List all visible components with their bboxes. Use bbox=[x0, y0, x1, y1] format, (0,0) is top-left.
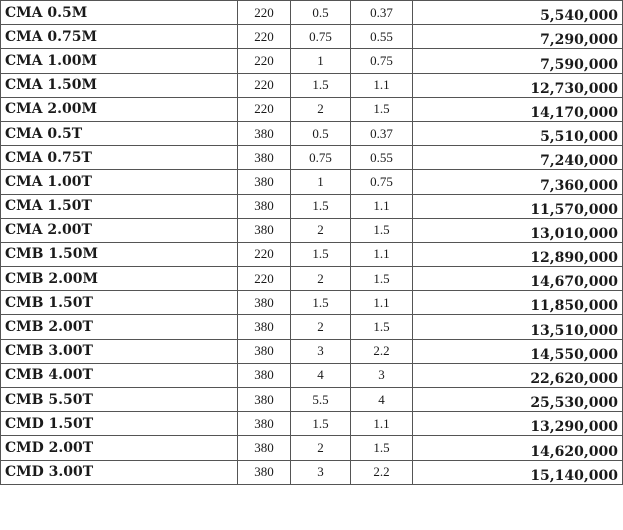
voltage-cell: 380 bbox=[238, 194, 291, 218]
hp-cell: 1.5 bbox=[291, 291, 351, 315]
price-cell: 14,550,000 bbox=[413, 339, 623, 363]
table-row bbox=[1, 267, 623, 291]
kw-cell: 1.5 bbox=[351, 218, 413, 242]
voltage-cell: 380 bbox=[238, 388, 291, 412]
price-cell: 11,570,000 bbox=[413, 194, 623, 218]
model-cell: CMB 2.00M bbox=[1, 267, 238, 291]
price-cell: 15,140,000 bbox=[413, 460, 623, 484]
table-row bbox=[1, 218, 623, 242]
model-cell: CMB 1.50T bbox=[1, 291, 238, 315]
table-row bbox=[1, 194, 623, 218]
voltage-cell: 380 bbox=[238, 363, 291, 387]
hp-cell: 2 bbox=[291, 97, 351, 121]
price-cell: 5,540,000 bbox=[413, 1, 623, 25]
voltage-cell: 380 bbox=[238, 339, 291, 363]
hp-cell: 2 bbox=[291, 218, 351, 242]
model-cell: CMA 1.50M bbox=[1, 73, 238, 97]
model-cell: CMB 2.00T bbox=[1, 315, 238, 339]
kw-cell: 1.5 bbox=[351, 315, 413, 339]
voltage-cell: 380 bbox=[238, 315, 291, 339]
kw-cell: 3 bbox=[351, 363, 413, 387]
price-cell: 12,890,000 bbox=[413, 242, 623, 266]
table-row bbox=[1, 49, 623, 73]
voltage-cell: 220 bbox=[238, 267, 291, 291]
kw-cell: 0.55 bbox=[351, 146, 413, 170]
model-cell: CMA 0.5T bbox=[1, 121, 238, 145]
model-cell: CMA 2.00T bbox=[1, 218, 238, 242]
hp-cell: 3 bbox=[291, 339, 351, 363]
kw-cell: 1.1 bbox=[351, 291, 413, 315]
price-cell: 5,510,000 bbox=[413, 121, 623, 145]
voltage-cell: 380 bbox=[238, 146, 291, 170]
table-row bbox=[1, 73, 623, 97]
hp-cell: 0.5 bbox=[291, 121, 351, 145]
voltage-cell: 220 bbox=[238, 97, 291, 121]
table-row bbox=[1, 291, 623, 315]
model-cell: CMA 0.75T bbox=[1, 146, 238, 170]
hp-cell: 1.5 bbox=[291, 412, 351, 436]
model-cell: CMB 1.50M bbox=[1, 242, 238, 266]
kw-cell: 1.5 bbox=[351, 97, 413, 121]
price-cell: 7,240,000 bbox=[413, 146, 623, 170]
hp-cell: 4 bbox=[291, 363, 351, 387]
price-cell: 14,170,000 bbox=[413, 97, 623, 121]
price-cell: 14,670,000 bbox=[413, 267, 623, 291]
price-cell: 7,590,000 bbox=[413, 49, 623, 73]
hp-cell: 0.5 bbox=[291, 1, 351, 25]
model-cell: CMA 1.50T bbox=[1, 194, 238, 218]
voltage-cell: 220 bbox=[238, 242, 291, 266]
kw-cell: 1.1 bbox=[351, 194, 413, 218]
voltage-cell: 380 bbox=[238, 460, 291, 484]
model-cell: CMD 3.00T bbox=[1, 460, 238, 484]
model-cell: CMD 1.50T bbox=[1, 412, 238, 436]
voltage-cell: 380 bbox=[238, 170, 291, 194]
table-row bbox=[1, 315, 623, 339]
table-row bbox=[1, 121, 623, 145]
kw-cell: 0.37 bbox=[351, 121, 413, 145]
kw-cell: 0.55 bbox=[351, 25, 413, 49]
hp-cell: 2 bbox=[291, 436, 351, 460]
table-row bbox=[1, 436, 623, 460]
voltage-cell: 380 bbox=[238, 121, 291, 145]
voltage-cell: 380 bbox=[238, 218, 291, 242]
hp-cell: 5.5 bbox=[291, 388, 351, 412]
price-cell: 11,850,000 bbox=[413, 291, 623, 315]
model-cell: CMA 2.00M bbox=[1, 97, 238, 121]
table-row bbox=[1, 412, 623, 436]
table-row bbox=[1, 460, 623, 484]
model-cell: CMA 1.00T bbox=[1, 170, 238, 194]
hp-cell: 1.5 bbox=[291, 242, 351, 266]
kw-cell: 1.5 bbox=[351, 267, 413, 291]
table-row bbox=[1, 146, 623, 170]
table-row bbox=[1, 363, 623, 387]
hp-cell: 0.75 bbox=[291, 146, 351, 170]
hp-cell: 1.5 bbox=[291, 73, 351, 97]
price-cell: 13,510,000 bbox=[413, 315, 623, 339]
model-cell: CMD 2.00T bbox=[1, 436, 238, 460]
voltage-cell: 380 bbox=[238, 412, 291, 436]
hp-cell: 1 bbox=[291, 49, 351, 73]
price-cell: 7,360,000 bbox=[413, 170, 623, 194]
hp-cell: 1 bbox=[291, 170, 351, 194]
kw-cell: 2.2 bbox=[351, 460, 413, 484]
table-row bbox=[1, 97, 623, 121]
price-cell: 25,530,000 bbox=[413, 388, 623, 412]
table-row bbox=[1, 339, 623, 363]
price-cell: 12,730,000 bbox=[413, 73, 623, 97]
voltage-cell: 220 bbox=[238, 49, 291, 73]
price-cell: 22,620,000 bbox=[413, 363, 623, 387]
price-cell: 13,010,000 bbox=[413, 218, 623, 242]
price-cell: 7,290,000 bbox=[413, 25, 623, 49]
model-cell: CMB 4.00T bbox=[1, 363, 238, 387]
hp-cell: 0.75 bbox=[291, 25, 351, 49]
kw-cell: 1.5 bbox=[351, 436, 413, 460]
model-cell: CMB 3.00T bbox=[1, 339, 238, 363]
price-cell: 13,290,000 bbox=[413, 412, 623, 436]
kw-cell: 2.2 bbox=[351, 339, 413, 363]
kw-cell: 0.75 bbox=[351, 49, 413, 73]
model-cell: CMA 1.00M bbox=[1, 49, 238, 73]
hp-cell: 3 bbox=[291, 460, 351, 484]
model-cell: CMA 0.5M bbox=[1, 1, 238, 25]
kw-cell: 0.75 bbox=[351, 170, 413, 194]
hp-cell: 2 bbox=[291, 315, 351, 339]
table-row bbox=[1, 242, 623, 266]
table-row bbox=[1, 170, 623, 194]
table-row bbox=[1, 25, 623, 49]
model-cell: CMB 5.50T bbox=[1, 388, 238, 412]
table-row bbox=[1, 1, 623, 25]
kw-cell: 0.37 bbox=[351, 1, 413, 25]
model-cell: CMA 0.75M bbox=[1, 25, 238, 49]
hp-cell: 1.5 bbox=[291, 194, 351, 218]
price-cell: 14,620,000 bbox=[413, 436, 623, 460]
voltage-cell: 220 bbox=[238, 1, 291, 25]
kw-cell: 1.1 bbox=[351, 242, 413, 266]
kw-cell: 1.1 bbox=[351, 73, 413, 97]
hp-cell: 2 bbox=[291, 267, 351, 291]
kw-cell: 1.1 bbox=[351, 412, 413, 436]
voltage-cell: 220 bbox=[238, 73, 291, 97]
voltage-cell: 380 bbox=[238, 291, 291, 315]
voltage-cell: 220 bbox=[238, 25, 291, 49]
price-table-body bbox=[1, 1, 623, 485]
voltage-cell: 380 bbox=[238, 436, 291, 460]
kw-cell: 4 bbox=[351, 388, 413, 412]
table-row bbox=[1, 388, 623, 412]
